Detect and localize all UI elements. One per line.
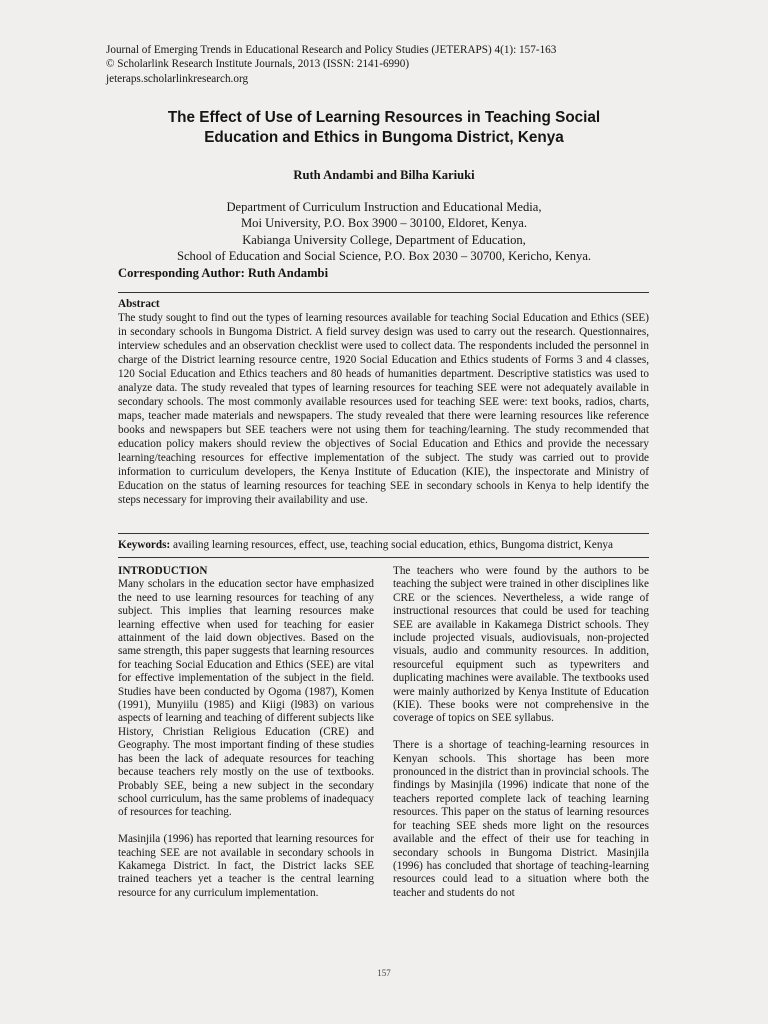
- divider-abstract: [118, 533, 649, 534]
- divider-keywords: [118, 557, 649, 558]
- introduction-heading: INTRODUCTION: [118, 565, 208, 577]
- paper-title-line-1: The Effect of Use of Learning Resources in Teaching Social: [167, 109, 601, 126]
- keywords-label: Keywords:: [118, 539, 171, 551]
- keywords-text: availing learning resources, effect, use, teaching social education, ethics, Bungoma district, Kenya: [170, 539, 613, 551]
- abstract-text: The study sought to find out the types of learning resources available for teaching Social Education and Ethics (SEE) in secondary schools in Bungoma District. A field survey design was used to carry out the research. Questionnaires, interview schedules and an observation checklist were used to collect data. The respondents included the personnel in charge of the District learning resource centre, 1920 Social Education and Ethics students of Forms 3 and 4 classes, 120 Social Education and Ethics teachers and 80 heads of humanities department. Descriptive statistics was used to analyze data. The study revealed that types of learning resources for teaching SEE were not adequately available in secondary schools. The most commonly available resources used for teaching SEE were: text books, radios, charts, maps, teacher made materials and newspapers. The study revealed that there were learning resources like reference books and newspapers but SEE teachers were not using them for teaching/learning. The study recommended that education policy makers should review the objectives of Social Education and Ethics and provide the necessary learning/teaching resources for effective implementation of the subject. The study was carried out to provide information to curriculum developers, the Kenya Institute of Education (KIE), the inspectorate and Ministry of Education on the status of learning resources for teaching SEE in secondary schools in Kenya to help identify the steps necessary for improving their availability and use.: [118, 312, 649, 506]
- affiliation-line: Kabianga University College, Department of Education,: [242, 232, 526, 247]
- paper-title: [40, 108, 728, 148]
- affiliation-line: Department of Curriculum Instruction and Educational Media,: [226, 200, 542, 214]
- paragraph: There is a shortage of teaching-learning resources in Kenyan schools. This shortage has been more pronounced in the district than in provincial schools. The findings by Masinjila (1996) indicate that none of the teachers reported complete lack of teaching learning resources. This paper on the status of learning resources for teaching SEE sheds more light on the resources available and the effect of their use for teaching in secondary schools in Bungoma District. Masinjila (1996) has concluded that shortage of teaching-learning resources could lead to a situation where both the teacher and students do not: [393, 739, 649, 899]
- journal-website: jeteraps.scholarlinkresearch.org: [106, 72, 249, 85]
- journal-copyright: © Scholarlink Research Institute Journals, 2013 (ISSN: 2141-6990): [106, 58, 410, 71]
- paragraph: Many scholars in the education sector have emphasized the need to use learning resources for teaching of any subject. This implies that learning resources make learning effective when used for teaching for easier attainment of the laid down objectives. Based on the same strength, this paper suggests that learning resources for teaching Social Education and Ethics (SEE) are vital for effective implementation of the subject in the field. Studies have been conducted by Ogoma (1987), Komen (1991), Munyiilu (1985) and Kiigi (l983) on various aspects of learning and teaching of different subjects like History, Christian Religious Education (CRE) and Geography. The most important finding of these studies has been the lack of adequate resources for teaching because teachers rely mostly on the use of textbooks. Probably SEE, being a new subject in the secondary school curriculum, has the same problems of inadequacy of resources for teaching.: [118, 578, 375, 819]
- page-number: 157: [377, 968, 391, 978]
- keywords: [118, 539, 613, 551]
- abstract-heading: Abstract: [118, 298, 160, 310]
- right-column: [393, 565, 649, 914]
- paper-title-line-2: Education and Ethics in Bungoma District, Kenya: [204, 129, 564, 146]
- affiliation-line: Moi University, P.O. Box 3900 – 30100, Eldoret, Kenya.: [240, 216, 528, 231]
- authors: Ruth Andambi and Bilha Kariuki: [293, 168, 475, 182]
- left-column: [118, 565, 374, 914]
- paragraph: Masinjila (1996) has reported that learning resources for teaching SEE are not available in secondary schools in Kakamega District. In fact, the District lacks SEE trained teachers yet a teacher is the central learning resource for any curriculum implementation.: [118, 833, 374, 899]
- corresponding-author: Corresponding Author: Ruth Andambi: [118, 266, 329, 280]
- paragraph: The teachers who were found by the authors to be teaching the subject were trained in other disciplines like CRE or the sciences. Nevertheless, a wide range of instructional resources that could be used for teaching SEE are available in Kakamega District schools. They include projected visuals, audiovisuals, non-projected visuals, audio and community resources. In addition, resourceful equipment such as typewriters and duplicating machines were available. The textbooks used were mainly authorized by Kenya Institute of Education (KIE). These books were not comprehensive in the coverage of topics on SEE syllabus.: [393, 565, 649, 725]
- divider-top: [118, 292, 649, 293]
- affiliations: [0, 199, 768, 264]
- affiliation-line: School of Education and Social Science, P.O. Box 2030 – 30700, Kericho, Kenya.: [176, 248, 592, 263]
- journal-citation: Journal of Emerging Trends in Educational Research and Policy Studies (JETERAPS) 4(1): 157-163: [106, 44, 557, 56]
- journal-header: [106, 43, 556, 86]
